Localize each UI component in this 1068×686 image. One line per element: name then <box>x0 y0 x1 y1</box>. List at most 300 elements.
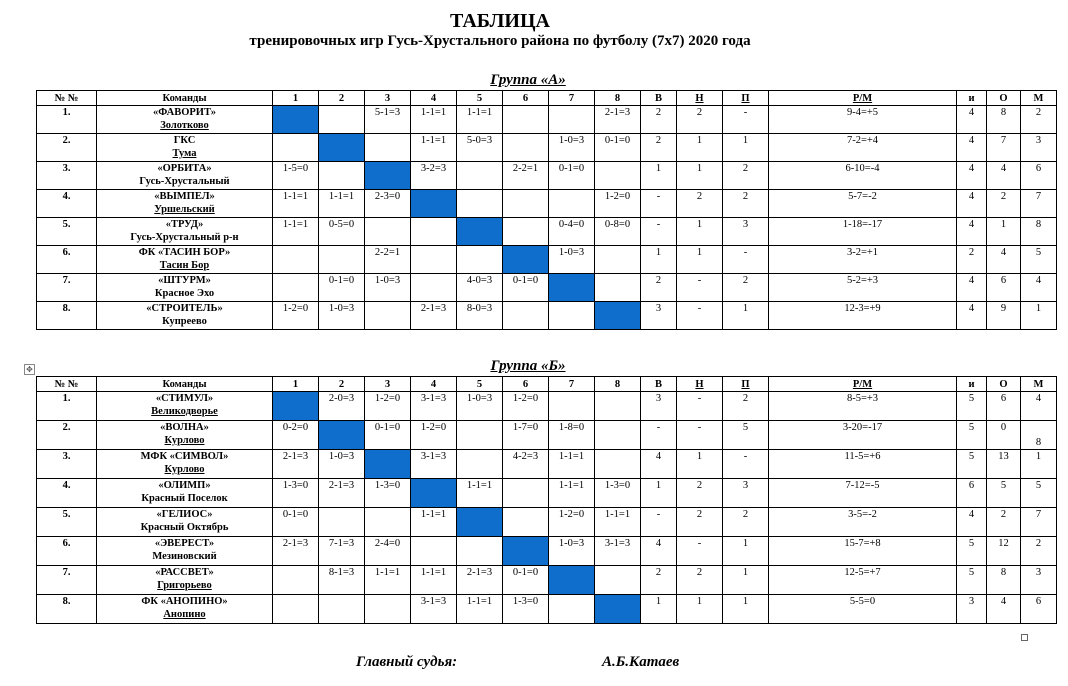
match-result: 4-0=3 <box>457 274 503 302</box>
match-result: 2-1=3 <box>457 566 503 595</box>
group-b-title: Группа «Б» <box>490 358 566 374</box>
goal-diff: 1-18=-17 <box>769 218 957 246</box>
diagonal-cell <box>411 479 457 508</box>
match-result: 0-1=0 <box>273 508 319 537</box>
match-result <box>319 246 365 274</box>
column-header: Р/М <box>769 377 957 392</box>
match-result <box>319 162 365 190</box>
losses: 1 <box>723 134 769 162</box>
column-header: и <box>957 377 987 392</box>
match-result: 3-1=3 <box>411 595 457 624</box>
table-row <box>37 450 1057 479</box>
column-header: О <box>987 91 1021 106</box>
column-header: 5 <box>457 377 503 392</box>
match-result: 1-0=3 <box>365 274 411 302</box>
team-number: 7. <box>37 274 97 302</box>
team-name: «СТИМУЛ» <box>155 393 214 404</box>
column-header: Р/М <box>769 91 957 106</box>
losses: - <box>723 246 769 274</box>
match-result: 1-1=1 <box>595 508 641 537</box>
match-result: 1-5=0 <box>273 162 319 190</box>
match-result: 1-2=0 <box>411 421 457 450</box>
place: 7 <box>1021 508 1057 537</box>
match-result: 1-2=0 <box>365 392 411 421</box>
team-name: «ВЫМПЕЛ» <box>154 191 215 202</box>
column-header: Команды <box>97 377 273 392</box>
column-header: В <box>641 91 677 106</box>
wins: 2 <box>641 134 677 162</box>
goal-diff: 15-7=+8 <box>769 537 957 566</box>
team-cell <box>97 595 273 624</box>
column-header: 2 <box>319 91 365 106</box>
match-result: 0-1=0 <box>319 274 365 302</box>
team-city: Красный Октябрь <box>140 522 229 533</box>
match-result <box>503 302 549 330</box>
diagonal-cell <box>411 190 457 218</box>
draws: 2 <box>677 106 723 134</box>
diagonal-cell <box>457 508 503 537</box>
table-row <box>37 479 1057 508</box>
team-cell <box>97 508 273 537</box>
table-row <box>37 537 1057 566</box>
match-result: 0-1=0 <box>503 566 549 595</box>
team-name: ГКС <box>173 135 196 146</box>
match-result <box>549 106 595 134</box>
diagonal-cell <box>549 566 595 595</box>
place: 5 <box>1021 479 1057 508</box>
games-played: 4 <box>957 190 987 218</box>
match-result <box>503 218 549 246</box>
place: 4 <box>1021 392 1057 421</box>
table-row <box>37 162 1057 190</box>
column-header: 3 <box>365 91 411 106</box>
team-name: «ВОЛНА» <box>160 422 209 433</box>
points: 4 <box>987 246 1021 274</box>
table-row <box>37 421 1057 450</box>
match-result: 3-1=3 <box>595 537 641 566</box>
match-result: 2-1=3 <box>411 302 457 330</box>
column-header: 1 <box>273 377 319 392</box>
losses: 1 <box>723 302 769 330</box>
table-move-handle-icon[interactable]: ✥ <box>24 364 35 375</box>
goal-diff: 7-12=-5 <box>769 479 957 508</box>
match-result <box>273 595 319 624</box>
column-header: 7 <box>549 91 595 106</box>
match-result: 1-0=3 <box>319 450 365 479</box>
losses: 2 <box>723 508 769 537</box>
points: 1 <box>987 218 1021 246</box>
diagonal-cell <box>457 218 503 246</box>
draws: 1 <box>677 134 723 162</box>
match-result: 1-8=0 <box>549 421 595 450</box>
match-result <box>549 392 595 421</box>
column-header: О <box>987 377 1021 392</box>
column-header: М <box>1021 377 1057 392</box>
team-number: 6. <box>37 246 97 274</box>
games-played: 5 <box>957 537 987 566</box>
wins: 1 <box>641 246 677 274</box>
match-result: 2-2=1 <box>365 246 411 274</box>
team-cell <box>97 106 273 134</box>
judge-label: Главный судья: <box>356 654 458 670</box>
match-result <box>503 134 549 162</box>
draws: 2 <box>677 566 723 595</box>
header-row <box>37 377 1057 392</box>
goal-diff: 3-2=+1 <box>769 246 957 274</box>
match-result <box>503 508 549 537</box>
column-header: П <box>723 91 769 106</box>
match-result <box>503 190 549 218</box>
match-result <box>457 190 503 218</box>
column-header: Н <box>677 91 723 106</box>
match-result: 0-2=0 <box>273 421 319 450</box>
place: 4 <box>1021 274 1057 302</box>
games-played: 5 <box>957 566 987 595</box>
match-result: 0-1=0 <box>365 421 411 450</box>
losses: 1 <box>723 566 769 595</box>
team-city: Купреево <box>162 316 207 327</box>
points: 6 <box>987 392 1021 421</box>
team-cell <box>97 566 273 595</box>
page-subtitle: тренировочных игр Гусь-Хрустального района по футболу (7х7) 2020 года <box>249 33 751 49</box>
match-result <box>595 421 641 450</box>
judge-name: А.Б.Катаев <box>602 654 680 670</box>
points: 13 <box>987 450 1021 479</box>
diagonal-cell <box>319 134 365 162</box>
team-cell <box>97 479 273 508</box>
games-played: 4 <box>957 274 987 302</box>
column-header: 6 <box>503 91 549 106</box>
wins: 4 <box>641 450 677 479</box>
team-name: ФК «ТАСИН БОР» <box>138 247 231 258</box>
wins: - <box>641 508 677 537</box>
points: 2 <box>987 190 1021 218</box>
place: 6 <box>1021 595 1057 624</box>
match-result: 1-1=1 <box>411 566 457 595</box>
losses: - <box>723 450 769 479</box>
table-row <box>37 508 1057 537</box>
losses: 2 <box>723 274 769 302</box>
team-city: Великодворье <box>151 406 218 417</box>
losses: 3 <box>723 479 769 508</box>
match-result: 2-1=3 <box>319 479 365 508</box>
match-result: 1-1=1 <box>457 106 503 134</box>
points: 8 <box>987 106 1021 134</box>
wins: 1 <box>641 595 677 624</box>
column-header: 4 <box>411 377 457 392</box>
match-result: 1-1=1 <box>549 450 595 479</box>
match-result <box>411 274 457 302</box>
team-cell <box>97 421 273 450</box>
match-result <box>549 302 595 330</box>
team-city: Уршельский <box>154 204 215 215</box>
draws: 1 <box>677 595 723 624</box>
diagonal-cell <box>273 106 319 134</box>
match-result: 1-3=0 <box>273 479 319 508</box>
match-result: 1-1=1 <box>411 106 457 134</box>
wins: 1 <box>641 479 677 508</box>
team-cell <box>97 246 273 274</box>
match-result: 2-1=3 <box>273 450 319 479</box>
match-result <box>457 162 503 190</box>
match-result <box>365 508 411 537</box>
diagonal-cell <box>319 421 365 450</box>
table-row <box>37 274 1057 302</box>
column-header: 7 <box>549 377 595 392</box>
team-name: «ГЕЛИОС» <box>156 509 213 520</box>
points: 5 <box>987 479 1021 508</box>
match-result: 1-0=3 <box>549 134 595 162</box>
table-resize-handle[interactable] <box>1021 634 1028 641</box>
match-result <box>411 218 457 246</box>
losses: 1 <box>723 537 769 566</box>
match-result: 1-1=1 <box>411 134 457 162</box>
match-result: 5-1=3 <box>365 106 411 134</box>
match-result: 1-0=3 <box>457 392 503 421</box>
match-result: 1-1=1 <box>457 479 503 508</box>
page-title: ТАБЛИЦА <box>450 10 550 32</box>
goal-diff: 11-5=+6 <box>769 450 957 479</box>
draws: - <box>677 421 723 450</box>
points: 7 <box>987 134 1021 162</box>
games-played: 4 <box>957 302 987 330</box>
column-header: 8 <box>595 91 641 106</box>
points: 4 <box>987 595 1021 624</box>
place: 7 <box>1021 190 1057 218</box>
draws: - <box>677 392 723 421</box>
column-header: 3 <box>365 377 411 392</box>
wins: - <box>641 218 677 246</box>
goal-diff: 7-2=+4 <box>769 134 957 162</box>
match-result <box>411 537 457 566</box>
match-result: 0-1=0 <box>549 162 595 190</box>
points: 8 <box>987 566 1021 595</box>
draws: 2 <box>677 508 723 537</box>
losses: 2 <box>723 392 769 421</box>
place: 2 <box>1021 537 1057 566</box>
table-row <box>37 190 1057 218</box>
place: 8 <box>1021 218 1057 246</box>
draws: - <box>677 302 723 330</box>
place: 1 <box>1021 302 1057 330</box>
wins: - <box>641 421 677 450</box>
goal-diff: 12-5=+7 <box>769 566 957 595</box>
points: 0 <box>987 421 1021 450</box>
match-result <box>503 479 549 508</box>
match-result: 1-2=0 <box>549 508 595 537</box>
match-result <box>319 508 365 537</box>
match-result: 1-7=0 <box>503 421 549 450</box>
goal-diff: 3-20=-17 <box>769 421 957 450</box>
match-result: 1-2=0 <box>273 302 319 330</box>
team-city: Курлово <box>164 435 205 446</box>
wins: 4 <box>641 537 677 566</box>
diagonal-cell <box>595 302 641 330</box>
column-header: П <box>723 377 769 392</box>
team-cell <box>97 134 273 162</box>
match-result: 4-2=3 <box>503 450 549 479</box>
points: 9 <box>987 302 1021 330</box>
match-result: 7-1=3 <box>319 537 365 566</box>
team-city: Красное Эхо <box>154 288 215 299</box>
games-played: 4 <box>957 218 987 246</box>
match-result: 3-1=3 <box>411 392 457 421</box>
table-row <box>37 595 1057 624</box>
games-played: 4 <box>957 134 987 162</box>
match-result: 0-8=0 <box>595 218 641 246</box>
team-city: Красный Поселок <box>141 493 228 504</box>
match-result <box>595 246 641 274</box>
team-name: ФК «АНОПИНО» <box>141 596 228 607</box>
match-result <box>273 246 319 274</box>
goal-diff: 5-2=+3 <box>769 274 957 302</box>
match-result: 1-0=3 <box>319 302 365 330</box>
wins: 1 <box>641 162 677 190</box>
match-result: 3-1=3 <box>411 450 457 479</box>
match-result <box>457 246 503 274</box>
team-city: Курлово <box>164 464 205 475</box>
column-header: Н <box>677 377 723 392</box>
column-header: 8 <box>595 377 641 392</box>
games-played: 5 <box>957 421 987 450</box>
team-number: 6. <box>37 537 97 566</box>
team-number: 1. <box>37 106 97 134</box>
games-played: 6 <box>957 479 987 508</box>
match-result <box>365 218 411 246</box>
column-header: Команды <box>97 91 273 106</box>
diagonal-cell <box>365 450 411 479</box>
place: 3 <box>1021 134 1057 162</box>
games-played: 4 <box>957 508 987 537</box>
match-result: 1-0=3 <box>549 246 595 274</box>
draws: - <box>677 537 723 566</box>
match-result: 8-1=3 <box>319 566 365 595</box>
column-header: 6 <box>503 377 549 392</box>
match-result <box>365 595 411 624</box>
team-name: «РАССВЕТ» <box>155 567 214 578</box>
diagonal-cell <box>365 162 411 190</box>
team-name: «ТРУД» <box>165 219 204 230</box>
match-result <box>457 537 503 566</box>
wins: 3 <box>641 302 677 330</box>
team-city: Тасин Бор <box>159 260 210 271</box>
match-result: 2-1=3 <box>273 537 319 566</box>
draws: 1 <box>677 218 723 246</box>
match-result: 1-1=1 <box>273 218 319 246</box>
match-result: 1-3=0 <box>365 479 411 508</box>
diagonal-cell <box>549 274 595 302</box>
column-header: В <box>641 377 677 392</box>
draws: 2 <box>677 479 723 508</box>
draws: 1 <box>677 246 723 274</box>
diagonal-cell <box>273 392 319 421</box>
diagonal-cell <box>503 537 549 566</box>
match-result <box>273 274 319 302</box>
match-result: 2-0=3 <box>319 392 365 421</box>
team-name: МФК «СИМВОЛ» <box>140 451 229 462</box>
match-result: 2-1=3 <box>595 106 641 134</box>
table-row <box>37 392 1057 421</box>
match-result: 2-2=1 <box>503 162 549 190</box>
match-result <box>503 106 549 134</box>
draws: 1 <box>677 450 723 479</box>
games-played: 3 <box>957 595 987 624</box>
games-played: 4 <box>957 162 987 190</box>
column-header: М <box>1021 91 1057 106</box>
wins: 2 <box>641 566 677 595</box>
diagonal-cell <box>595 595 641 624</box>
match-result: 8-0=3 <box>457 302 503 330</box>
match-result: 2-3=0 <box>365 190 411 218</box>
team-city: Гусь-Хрустальный р-н <box>130 232 239 243</box>
match-result: 2-4=0 <box>365 537 411 566</box>
match-result: 1-3=0 <box>503 595 549 624</box>
place: 8 <box>1021 421 1057 450</box>
team-cell <box>97 537 273 566</box>
match-result: 1-1=1 <box>457 595 503 624</box>
goal-diff: 8-5=+3 <box>769 392 957 421</box>
team-cell <box>97 450 273 479</box>
team-city: Золотково <box>160 120 209 131</box>
match-result <box>595 450 641 479</box>
table-row <box>37 246 1057 274</box>
match-result <box>457 450 503 479</box>
team-cell <box>97 392 273 421</box>
team-name: «ЭВЕРЕСТ» <box>154 538 215 549</box>
column-header: 1 <box>273 91 319 106</box>
team-city: Анопино <box>163 609 206 620</box>
losses: 2 <box>723 162 769 190</box>
table-row <box>37 302 1057 330</box>
draws: 2 <box>677 190 723 218</box>
team-number: 2. <box>37 134 97 162</box>
group-a-table <box>36 90 1057 330</box>
team-number: 4. <box>37 190 97 218</box>
place: 1 <box>1021 450 1057 479</box>
group-b-table <box>36 376 1057 624</box>
team-name: «ОЛИМП» <box>158 480 211 491</box>
games-played: 5 <box>957 392 987 421</box>
match-result <box>319 595 365 624</box>
games-played: 5 <box>957 450 987 479</box>
team-number: 8. <box>37 302 97 330</box>
losses: 2 <box>723 190 769 218</box>
team-number: 4. <box>37 479 97 508</box>
team-number: 5. <box>37 218 97 246</box>
match-result <box>365 302 411 330</box>
goal-diff: 6-10=-4 <box>769 162 957 190</box>
match-result: 1-1=1 <box>273 190 319 218</box>
games-played: 2 <box>957 246 987 274</box>
place: 6 <box>1021 162 1057 190</box>
match-result <box>595 566 641 595</box>
team-cell <box>97 162 273 190</box>
team-number: 7. <box>37 566 97 595</box>
losses: 3 <box>723 218 769 246</box>
diagonal-cell <box>503 246 549 274</box>
wins: 2 <box>641 106 677 134</box>
match-result: 3-2=3 <box>411 162 457 190</box>
goal-diff: 5-5=0 <box>769 595 957 624</box>
goal-diff: 5-7=-2 <box>769 190 957 218</box>
match-result: 1-1=1 <box>319 190 365 218</box>
match-result: 5-0=3 <box>457 134 503 162</box>
team-number: 2. <box>37 421 97 450</box>
match-result <box>411 246 457 274</box>
header-row <box>37 91 1057 106</box>
draws: - <box>677 274 723 302</box>
points: 12 <box>987 537 1021 566</box>
